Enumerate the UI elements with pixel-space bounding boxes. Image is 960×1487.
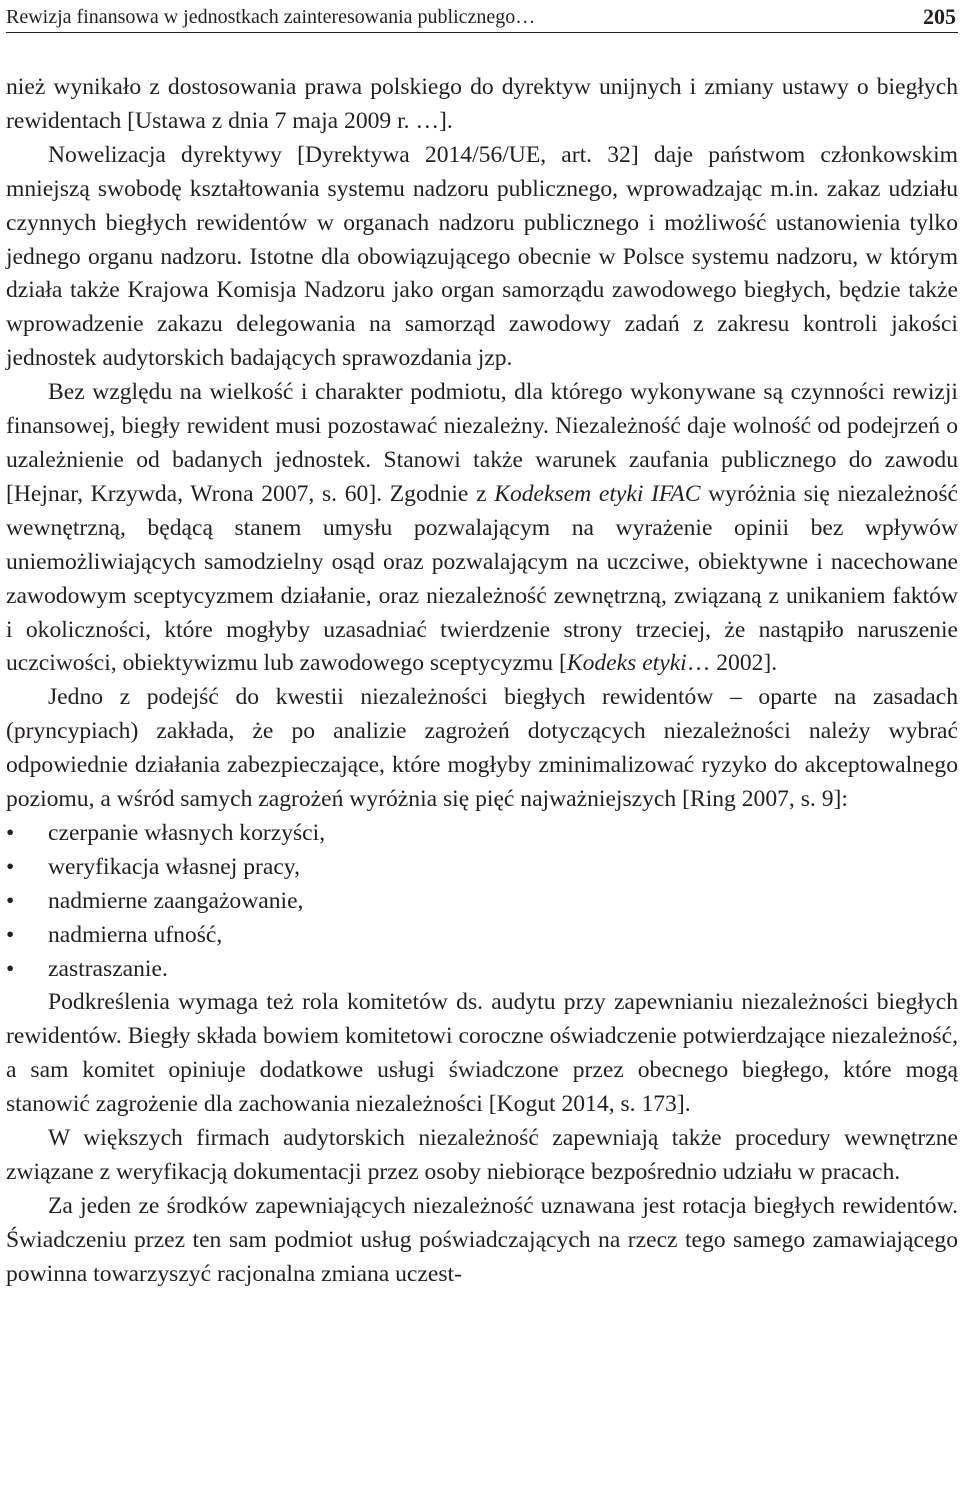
italic-text: Kodeksem etyki IFAC xyxy=(494,480,701,507)
paragraph-text: W większych firmach audytorskich niezależność zapewniają także procedury wewnętrzne związane z weryfikacją dokumentacji przez osoby niebiorące bezpośrednio udziału w pracach. xyxy=(6,1125,958,1185)
list-item-text: nadmierne zaangażowanie, xyxy=(48,887,304,914)
paragraph-p2 xyxy=(6,139,958,376)
list-item xyxy=(6,851,958,885)
paragraph-text: wyróżnia się niezależność wewnętrzną, będącą stanem umysłu pozwalającym na wyrażenie opinii bez wpływów uniemożliwiających samodzielny osąd oraz pozwalającym na uczciwe, obiektywne i nacechowane zawodowym sceptycyzmem działanie, oraz niezależność zewnętrzną, związaną z unikaniem faktów i okoliczności, które mogłyby uzasadniać twierdzenie strony trzeciej, że nastąpiło naruszenie uczciwości, obiektywizmu lub zawodowego sceptycyzmu [ xyxy=(6,480,958,677)
list-item xyxy=(6,953,958,987)
running-head-title: Rewizja finansowa w jednostkach zainteresowania publicznego… xyxy=(6,6,536,28)
paragraph-p6 xyxy=(6,1122,958,1190)
paragraph-text: … 2002]. xyxy=(686,650,778,677)
bullet-icon: • xyxy=(6,921,15,948)
bullet-icon: • xyxy=(6,853,15,880)
list-item xyxy=(6,919,958,953)
paragraph-text: Za jeden ze środków zapewniających niezależność uznawana jest rotacja biegłych rewidentów. Świadczeniu przez ten sam podmiot usług poświadczających na rzecz tego samego zamawiającego powinna towarzyszyć racjonalna zmiana uczest- xyxy=(6,1192,958,1287)
paragraph-p7 xyxy=(6,1190,958,1292)
bullet-icon: • xyxy=(6,955,15,982)
list-item-text: nadmierna ufność, xyxy=(48,921,223,948)
page-number: 205 xyxy=(923,4,956,29)
paragraph-text: Nowelizacja dyrektywy [Dyrektywa 2014/56/UE, art. 32] daje państwom członkowskim mniejszą swobodę kształtowania systemu nadzoru publicznego, wprowadzając m.in. zakaz udziału czynnych biegłych rewidentów w organach nadzoru publicznego i możliwość ustanowienia tylko jednego organu nadzoru. Istotne dla obowiązującego obecnie w Polsce systemu nadzoru, w którym działa także Krajowa Komisja Nadzoru jako organ samorządu zawodowego biegłych, będzie także wprowadzenie zakazu delegowania na samorząd zawodowy zadań z zakresu kontroli jakości jednostek audytorskich badających sprawozdania jzp. xyxy=(6,141,958,372)
bullet-icon: • xyxy=(6,819,15,846)
paragraph-text: nież wynikało z dostosowania prawa polskiego do dyrektyw unijnych i zmiany ustawy o biegłych rewidentach [Ustawa z dnia 7 maja 2009 r. …]. xyxy=(6,74,958,134)
paragraphs-after xyxy=(6,986,958,1291)
paragraph-text: Podkreślenia wymaga też rola komitetów ds. audytu przy zapewnianiu niezależności biegłych rewidentów. Biegły składa bowiem komitetowi coroczne oświadczenie potwierdzające niezależność, a sam komitet opiniuje dodatkowe usługi świadczone przez obecnego biegłego, które mogą stanowić zagrożenie dla zachowania niezależności [Kogut 2014, s. 173]. xyxy=(6,989,958,1118)
body-text xyxy=(6,71,958,1292)
paragraph-text: Jedno z podejść do kwestii niezależności biegłych rewidentów – oparte na zasadach (pryncypiach) zakłada, że po analizie zagrożeń dotyczących niezależności należy wybrać odpowiednie działania zabezpieczające, które mogłyby zminimalizować ryzyko do akceptowalnego poziomu, a wśród samych zagrożeń wyróżnia się pięć najważniejszych [Ring 2007, s. 9]: xyxy=(6,684,958,813)
paragraph-p5 xyxy=(6,986,958,1122)
list-item xyxy=(6,817,958,851)
bullet-list xyxy=(6,817,958,987)
list-item-text: czerpanie własnych korzyści, xyxy=(48,819,326,846)
list-item xyxy=(6,885,958,919)
list-item-text: zastraszanie. xyxy=(48,955,168,982)
paragraph-text: Bez względu na wielkość i charakter podmiotu, dla którego wykonywane są czynności rewizji finansowej, biegły rewident musi pozostawać niezależny. Niezależność daje wolność od podejrzeń o uzależnienie od badanych jednostek. Stanowi także warunek zaufania publicznego do zawodu [Hejnar, Krzywda, Wrona 2007, s. 60]. Zgodnie z xyxy=(6,379,958,507)
running-head xyxy=(6,0,958,33)
bullet-icon: • xyxy=(6,887,15,914)
paragraphs-before xyxy=(6,71,958,817)
paragraph-p4 xyxy=(6,681,958,817)
italic-text: Kodeks etyki xyxy=(566,650,687,677)
list-item-text: weryfikacja własnej pracy, xyxy=(48,853,300,880)
paragraph-p1 xyxy=(6,71,958,139)
paragraph-p3 xyxy=(6,376,958,681)
